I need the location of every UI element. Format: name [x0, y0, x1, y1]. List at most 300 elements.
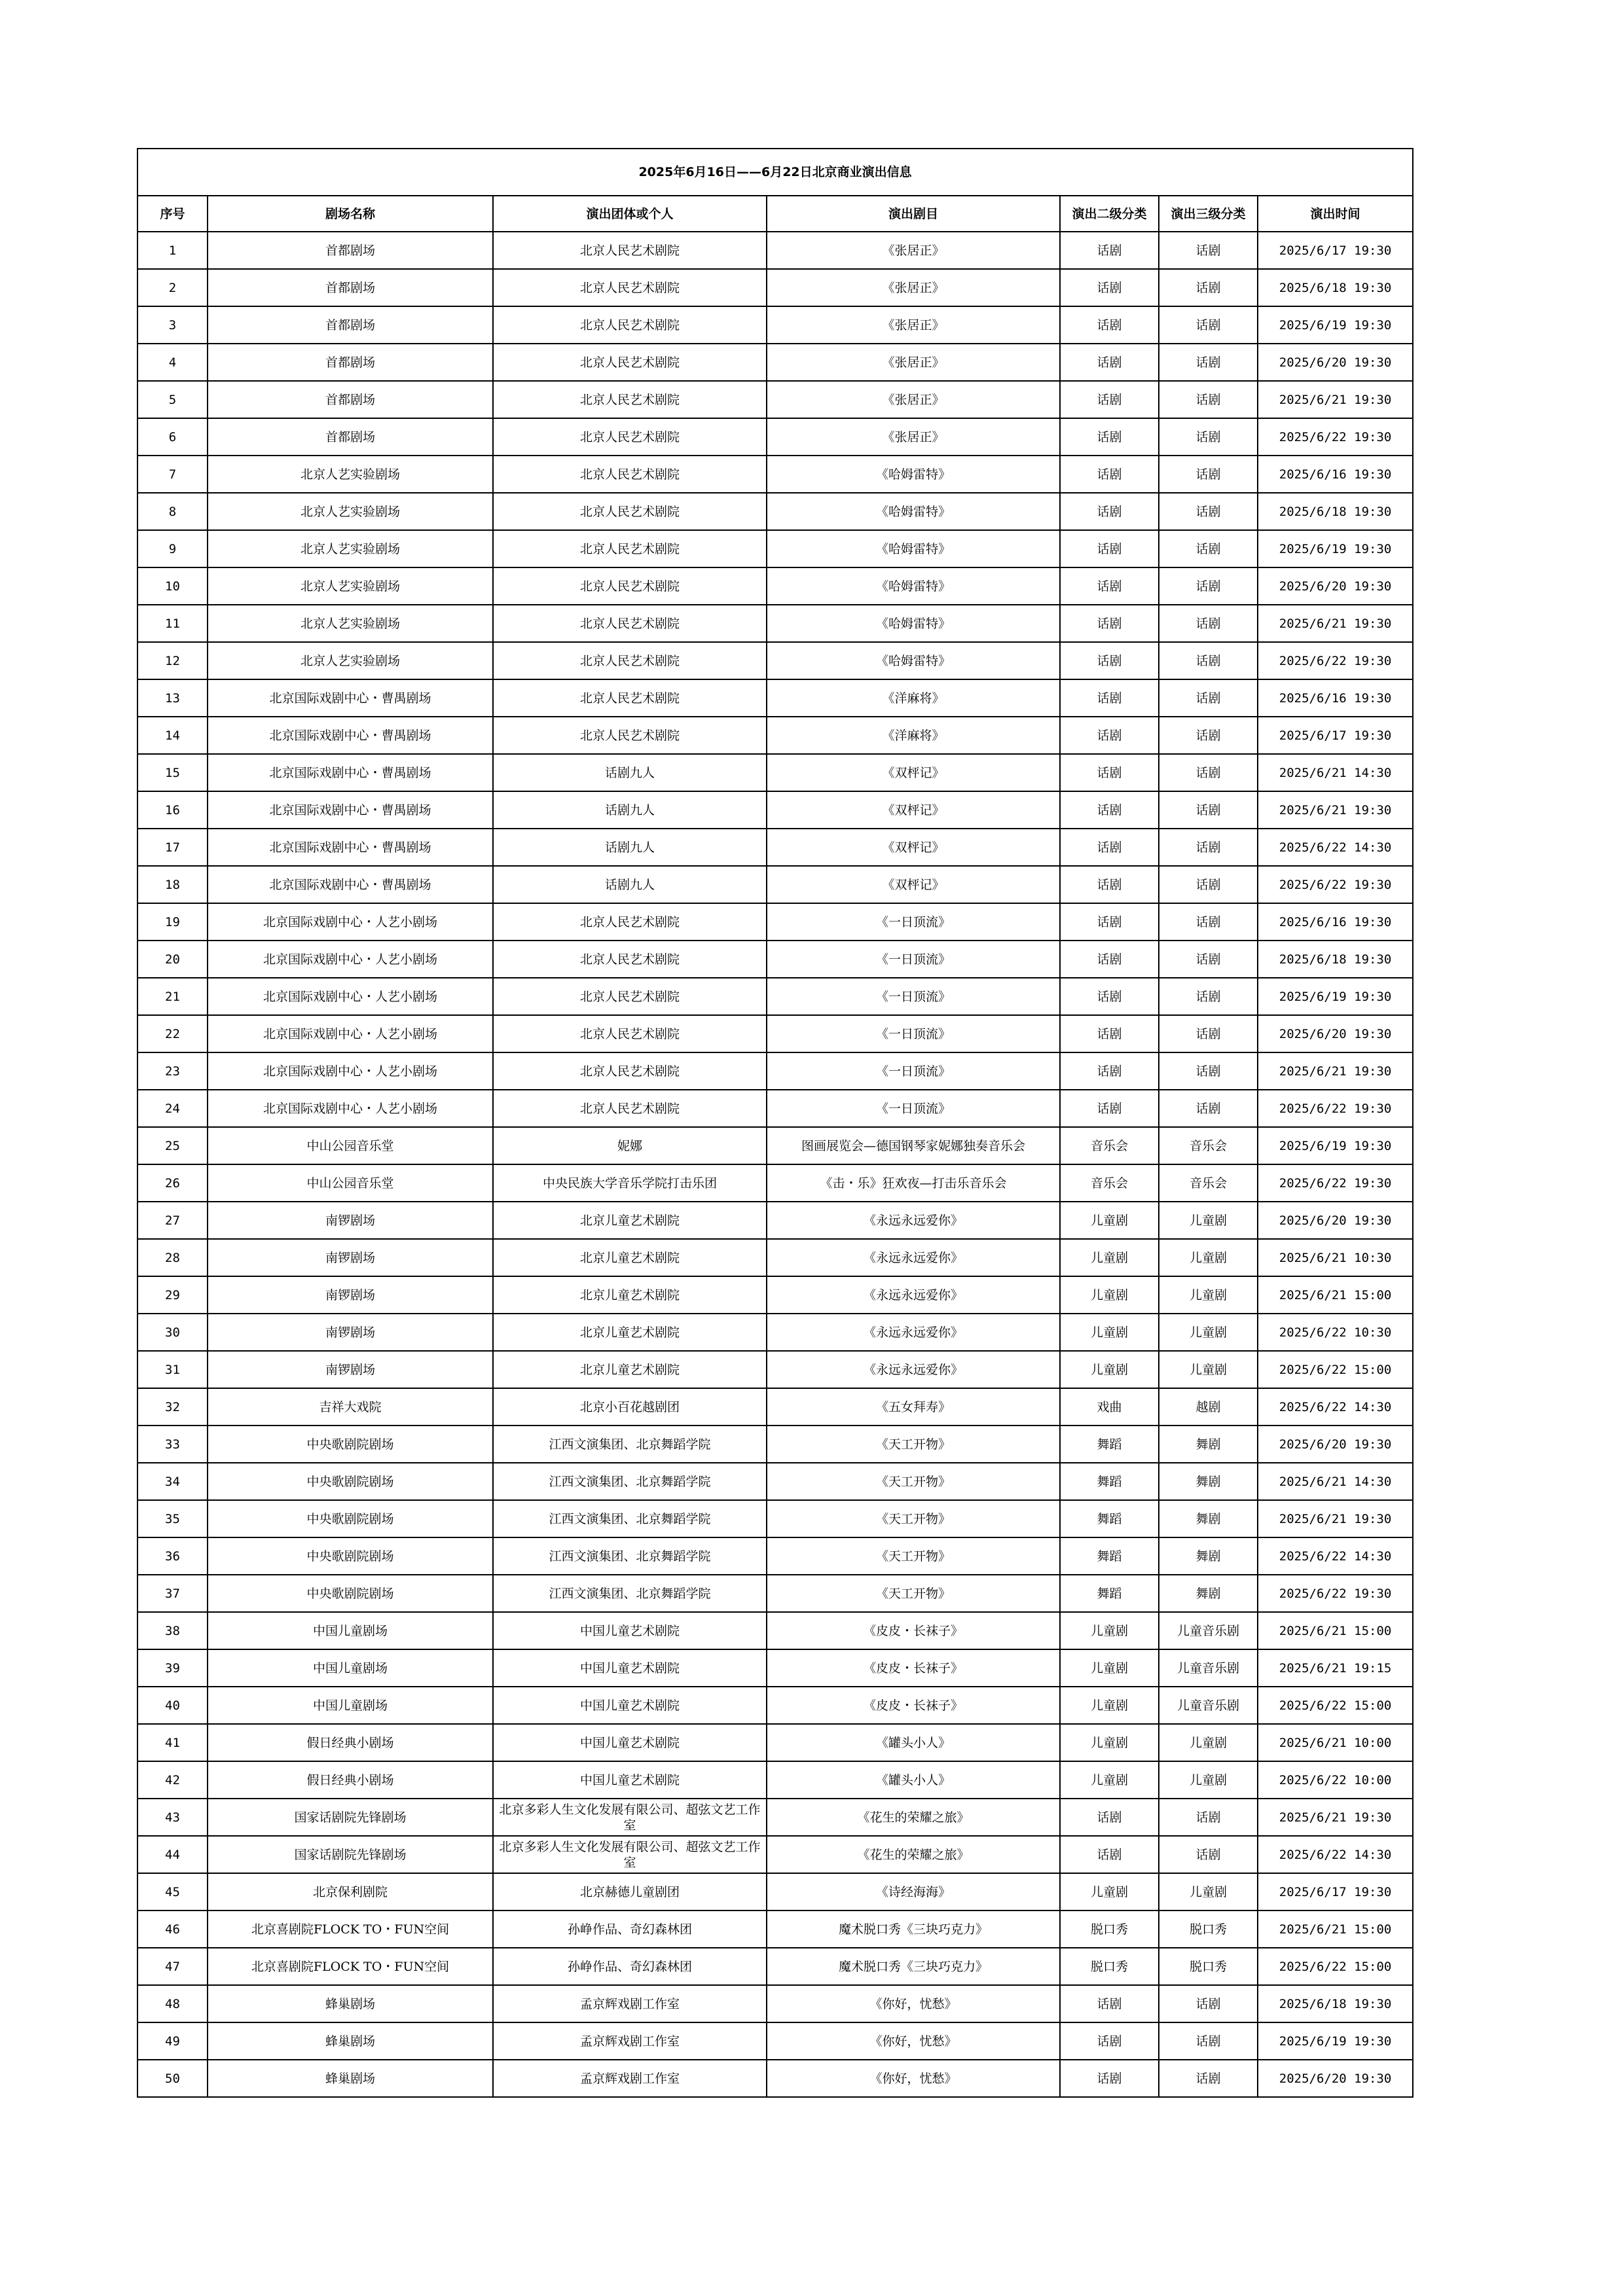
cell-performer: 北京人民艺术剧院: [493, 530, 767, 567]
cell-venue: 中国儿童剧场: [208, 1687, 493, 1724]
cell-performer: 北京人民艺术剧院: [493, 306, 767, 344]
cell-time: 2025/6/22 15:00: [1258, 1351, 1413, 1388]
cell-category-3: 儿童剧: [1159, 1761, 1258, 1799]
cell-category-3: 话剧: [1159, 1799, 1258, 1836]
cell-performer: 北京儿童艺术剧院: [493, 1351, 767, 1388]
cell-performer: 北京赫德儿童剧团: [493, 1873, 767, 1910]
cell-index: 23: [137, 1052, 208, 1090]
cell-time: 2025/6/22 19:30: [1258, 1575, 1413, 1612]
table-row: [137, 1351, 1413, 1388]
cell-performer: 北京人民艺术剧院: [493, 679, 767, 717]
table-row: [137, 978, 1413, 1015]
table-row: [137, 1799, 1413, 1836]
cell-category-3: 儿童音乐剧: [1159, 1649, 1258, 1687]
cell-program: 图画展览会—德国钢琴家妮娜独奏音乐会: [767, 1127, 1060, 1164]
cell-venue: 首都剧场: [208, 418, 493, 456]
cell-index: 16: [137, 791, 208, 829]
cell-performer: 中国儿童艺术剧院: [493, 1761, 767, 1799]
cell-program: 《双枰记》: [767, 791, 1060, 829]
table-row: [137, 1388, 1413, 1426]
cell-category-3: 话剧: [1159, 232, 1258, 269]
cell-program: 《张居正》: [767, 306, 1060, 344]
cell-category-2: 话剧: [1060, 2060, 1159, 2097]
cell-performer: 北京人民艺术剧院: [493, 269, 767, 306]
cell-category-3: 话剧: [1159, 829, 1258, 866]
cell-venue: 中山公园音乐堂: [208, 1164, 493, 1202]
cell-performer: 中央民族大学音乐学院打击乐团: [493, 1164, 767, 1202]
cell-index: 19: [137, 903, 208, 941]
cell-category-2: 话剧: [1060, 1985, 1159, 2022]
cell-performer: 北京人民艺术剧院: [493, 381, 767, 418]
table-row: [137, 1202, 1413, 1239]
table-row: [137, 232, 1413, 269]
cell-venue: 北京国际戏剧中心・人艺小剧场: [208, 1015, 493, 1052]
cell-program: 《哈姆雷特》: [767, 605, 1060, 642]
cell-category-2: 儿童剧: [1060, 1687, 1159, 1724]
cell-category-3: 越剧: [1159, 1388, 1258, 1426]
cell-program: 《一日顶流》: [767, 1015, 1060, 1052]
cell-category-3: 舞剧: [1159, 1575, 1258, 1612]
cell-time: 2025/6/16 19:30: [1258, 456, 1413, 493]
cell-category-2: 话剧: [1060, 493, 1159, 530]
cell-program: 《五女拜寿》: [767, 1388, 1060, 1426]
cell-index: 35: [137, 1500, 208, 1537]
cell-performer: 北京人民艺术剧院: [493, 456, 767, 493]
cell-time: 2025/6/22 14:30: [1258, 1836, 1413, 1873]
cell-venue: 中国儿童剧场: [208, 1649, 493, 1687]
cell-time: 2025/6/17 19:30: [1258, 717, 1413, 754]
cell-index: 26: [137, 1164, 208, 1202]
cell-venue: 首都剧场: [208, 381, 493, 418]
cell-time: 2025/6/19 19:30: [1258, 530, 1413, 567]
cell-performer: 北京人民艺术剧院: [493, 1090, 767, 1127]
cell-program: 《一日顶流》: [767, 1052, 1060, 1090]
cell-category-3: 话剧: [1159, 493, 1258, 530]
cell-program: 《张居正》: [767, 344, 1060, 381]
cell-venue: 北京国际戏剧中心・曹禺剧场: [208, 717, 493, 754]
cell-venue: 假日经典小剧场: [208, 1724, 493, 1761]
cell-program: 《双枰记》: [767, 754, 1060, 791]
cell-index: 45: [137, 1873, 208, 1910]
cell-venue: 北京保利剧院: [208, 1873, 493, 1910]
cell-index: 42: [137, 1761, 208, 1799]
table-row: [137, 456, 1413, 493]
cell-category-3: 话剧: [1159, 530, 1258, 567]
cell-category-3: 话剧: [1159, 1090, 1258, 1127]
cell-program: 《洋麻将》: [767, 717, 1060, 754]
cell-time: 2025/6/21 15:00: [1258, 1612, 1413, 1649]
cell-program: 《永远永远爱你》: [767, 1351, 1060, 1388]
cell-program: 《张居正》: [767, 232, 1060, 269]
cell-performer: 北京人民艺术剧院: [493, 1015, 767, 1052]
cell-program: 《你好，忧愁》: [767, 1985, 1060, 2022]
cell-program: 《一日顶流》: [767, 903, 1060, 941]
cell-category-3: 儿童剧: [1159, 1314, 1258, 1351]
table-row: [137, 1537, 1413, 1575]
cell-performer: 北京儿童艺术剧院: [493, 1239, 767, 1276]
cell-category-2: 话剧: [1060, 978, 1159, 1015]
table-row: [137, 306, 1413, 344]
cell-performer: 孟京辉戏剧工作室: [493, 2060, 767, 2097]
cell-index: 49: [137, 2022, 208, 2060]
cell-category-2: 话剧: [1060, 1799, 1159, 1836]
cell-program: 《永远永远爱你》: [767, 1276, 1060, 1314]
cell-index: 44: [137, 1836, 208, 1873]
cell-index: 33: [137, 1426, 208, 1463]
cell-venue: 假日经典小剧场: [208, 1761, 493, 1799]
cell-venue: 首都剧场: [208, 306, 493, 344]
cell-time: 2025/6/16 19:30: [1258, 679, 1413, 717]
table-row: [137, 1687, 1413, 1724]
header-index: 序号: [137, 196, 208, 232]
cell-time: 2025/6/20 19:30: [1258, 567, 1413, 605]
table-row: [137, 1463, 1413, 1500]
cell-program: 《击・乐》狂欢夜—打击乐音乐会: [767, 1164, 1060, 1202]
cell-performer: 北京人民艺术剧院: [493, 903, 767, 941]
cell-performer: 北京人民艺术剧院: [493, 605, 767, 642]
cell-time: 2025/6/21 19:15: [1258, 1649, 1413, 1687]
cell-index: 32: [137, 1388, 208, 1426]
cell-venue: 北京国际戏剧中心・人艺小剧场: [208, 1052, 493, 1090]
table-row: [137, 679, 1413, 717]
cell-venue: 国家话剧院先锋剧场: [208, 1799, 493, 1836]
cell-performer: 中国儿童艺术剧院: [493, 1724, 767, 1761]
table-row: [137, 1985, 1413, 2022]
table-row: [137, 605, 1413, 642]
cell-venue: 北京国际戏剧中心・人艺小剧场: [208, 941, 493, 978]
cell-index: 4: [137, 344, 208, 381]
cell-program: 《双枰记》: [767, 866, 1060, 903]
cell-category-2: 儿童剧: [1060, 1276, 1159, 1314]
performance-schedule-sheet: [137, 148, 1412, 2098]
performance-table: [137, 148, 1413, 2098]
cell-time: 2025/6/18 19:30: [1258, 493, 1413, 530]
cell-index: 37: [137, 1575, 208, 1612]
cell-index: 34: [137, 1463, 208, 1500]
cell-venue: 中国儿童剧场: [208, 1612, 493, 1649]
cell-performer: 北京人民艺术剧院: [493, 1052, 767, 1090]
cell-performer: 话剧九人: [493, 791, 767, 829]
cell-category-2: 舞蹈: [1060, 1575, 1159, 1612]
cell-program: 《永远永远爱你》: [767, 1314, 1060, 1351]
cell-program: 《天工开物》: [767, 1500, 1060, 1537]
cell-program: 《一日顶流》: [767, 941, 1060, 978]
table-row: [137, 1426, 1413, 1463]
cell-venue: 中央歌剧院剧场: [208, 1426, 493, 1463]
cell-time: 2025/6/20 19:30: [1258, 1202, 1413, 1239]
cell-performer: 北京人民艺术剧院: [493, 642, 767, 679]
cell-performer: 北京人民艺术剧院: [493, 232, 767, 269]
cell-category-3: 话剧: [1159, 1985, 1258, 2022]
table-row: [137, 941, 1413, 978]
cell-program: 《皮皮・长袜子》: [767, 1649, 1060, 1687]
cell-performer: 孙峥作品、奇幻森林团: [493, 1948, 767, 1985]
cell-program: 《花生的荣耀之旅》: [767, 1836, 1060, 1873]
cell-index: 25: [137, 1127, 208, 1164]
cell-performer: 北京儿童艺术剧院: [493, 1276, 767, 1314]
cell-performer: 北京人民艺术剧院: [493, 941, 767, 978]
cell-category-2: 儿童剧: [1060, 1202, 1159, 1239]
cell-category-2: 话剧: [1060, 344, 1159, 381]
cell-category-2: 话剧: [1060, 754, 1159, 791]
cell-time: 2025/6/20 19:30: [1258, 2060, 1413, 2097]
table-row: [137, 1724, 1413, 1761]
cell-time: 2025/6/16 19:30: [1258, 903, 1413, 941]
cell-venue: 首都剧场: [208, 232, 493, 269]
cell-time: 2025/6/18 19:30: [1258, 1985, 1413, 2022]
cell-category-3: 儿童音乐剧: [1159, 1612, 1258, 1649]
cell-program: 《一日顶流》: [767, 978, 1060, 1015]
cell-time: 2025/6/21 10:00: [1258, 1724, 1413, 1761]
cell-time: 2025/6/22 15:00: [1258, 1687, 1413, 1724]
cell-category-2: 儿童剧: [1060, 1239, 1159, 1276]
table-row: [137, 829, 1413, 866]
cell-index: 3: [137, 306, 208, 344]
cell-performer: 北京人民艺术剧院: [493, 978, 767, 1015]
cell-index: 38: [137, 1612, 208, 1649]
cell-time: 2025/6/19 19:30: [1258, 2022, 1413, 2060]
cell-performer: 妮娜: [493, 1127, 767, 1164]
cell-venue: 南锣剧场: [208, 1276, 493, 1314]
cell-index: 40: [137, 1687, 208, 1724]
cell-time: 2025/6/21 15:00: [1258, 1910, 1413, 1948]
cell-venue: 北京国际戏剧中心・曹禺剧场: [208, 791, 493, 829]
cell-index: 14: [137, 717, 208, 754]
cell-program: 《天工开物》: [767, 1575, 1060, 1612]
cell-time: 2025/6/18 19:30: [1258, 269, 1413, 306]
table-row: [137, 2022, 1413, 2060]
cell-venue: 首都剧场: [208, 269, 493, 306]
cell-index: 28: [137, 1239, 208, 1276]
cell-time: 2025/6/21 15:00: [1258, 1276, 1413, 1314]
cell-index: 7: [137, 456, 208, 493]
cell-category-2: 话剧: [1060, 269, 1159, 306]
cell-category-2: 舞蹈: [1060, 1426, 1159, 1463]
header-time: 演出时间: [1258, 196, 1413, 232]
table-row: [137, 381, 1413, 418]
cell-index: 31: [137, 1351, 208, 1388]
cell-category-3: 音乐会: [1159, 1127, 1258, 1164]
cell-category-3: 话剧: [1159, 978, 1258, 1015]
cell-time: 2025/6/21 14:30: [1258, 754, 1413, 791]
cell-venue: 中央歌剧院剧场: [208, 1463, 493, 1500]
cell-category-3: 话剧: [1159, 791, 1258, 829]
cell-performer: 江西文演集团、北京舞蹈学院: [493, 1537, 767, 1575]
cell-venue: 北京国际戏剧中心・曹禺剧场: [208, 829, 493, 866]
table-row: [137, 1761, 1413, 1799]
table-row: [137, 567, 1413, 605]
header-program: 演出剧目: [767, 196, 1060, 232]
cell-index: 11: [137, 605, 208, 642]
cell-venue: 北京国际戏剧中心・人艺小剧场: [208, 978, 493, 1015]
cell-category-2: 儿童剧: [1060, 1351, 1159, 1388]
cell-category-2: 脱口秀: [1060, 1910, 1159, 1948]
cell-venue: 蜂巢剧场: [208, 1985, 493, 2022]
cell-index: 2: [137, 269, 208, 306]
cell-category-3: 话剧: [1159, 269, 1258, 306]
cell-time: 2025/6/19 19:30: [1258, 978, 1413, 1015]
header-category-3: 演出三级分类: [1159, 196, 1258, 232]
cell-category-3: 话剧: [1159, 903, 1258, 941]
cell-category-3: 话剧: [1159, 2060, 1258, 2097]
cell-venue: 北京国际戏剧中心・曹禺剧场: [208, 866, 493, 903]
cell-category-3: 音乐会: [1159, 1164, 1258, 1202]
cell-index: 21: [137, 978, 208, 1015]
cell-category-3: 舞剧: [1159, 1426, 1258, 1463]
cell-category-3: 话剧: [1159, 642, 1258, 679]
cell-category-3: 话剧: [1159, 717, 1258, 754]
cell-venue: 北京喜剧院FLOCK TO・FUN空间: [208, 1948, 493, 1985]
cell-category-2: 音乐会: [1060, 1164, 1159, 1202]
cell-venue: 首都剧场: [208, 344, 493, 381]
cell-index: 29: [137, 1276, 208, 1314]
cell-category-2: 话剧: [1060, 1836, 1159, 1873]
cell-venue: 北京国际戏剧中心・曹禺剧场: [208, 754, 493, 791]
cell-index: 39: [137, 1649, 208, 1687]
cell-venue: 北京人艺实验剧场: [208, 605, 493, 642]
cell-category-3: 话剧: [1159, 1836, 1258, 1873]
cell-venue: 吉祥大戏院: [208, 1388, 493, 1426]
cell-category-3: 舞剧: [1159, 1500, 1258, 1537]
table-row: [137, 1612, 1413, 1649]
cell-category-3: 脱口秀: [1159, 1910, 1258, 1948]
cell-time: 2025/6/22 19:30: [1258, 1090, 1413, 1127]
cell-venue: 南锣剧场: [208, 1202, 493, 1239]
table-row: [137, 754, 1413, 791]
cell-program: 《花生的荣耀之旅》: [767, 1799, 1060, 1836]
cell-category-2: 话剧: [1060, 791, 1159, 829]
cell-performer: 北京儿童艺术剧院: [493, 1314, 767, 1351]
cell-venue: 北京国际戏剧中心・人艺小剧场: [208, 1090, 493, 1127]
cell-index: 50: [137, 2060, 208, 2097]
header-venue: 剧场名称: [208, 196, 493, 232]
table-row: [137, 1127, 1413, 1164]
cell-performer: 江西文演集团、北京舞蹈学院: [493, 1463, 767, 1500]
table-row: [137, 1836, 1413, 1873]
cell-venue: 南锣剧场: [208, 1314, 493, 1351]
cell-category-2: 话剧: [1060, 717, 1159, 754]
table-row: [137, 1873, 1413, 1910]
cell-venue: 中央歌剧院剧场: [208, 1537, 493, 1575]
cell-index: 18: [137, 866, 208, 903]
table-row: [137, 344, 1413, 381]
cell-performer: 中国儿童艺术剧院: [493, 1612, 767, 1649]
cell-program: 魔术脱口秀《三块巧克力》: [767, 1948, 1060, 1985]
cell-category-2: 话剧: [1060, 232, 1159, 269]
cell-category-2: 话剧: [1060, 418, 1159, 456]
cell-category-3: 话剧: [1159, 1052, 1258, 1090]
cell-venue: 北京喜剧院FLOCK TO・FUN空间: [208, 1910, 493, 1948]
cell-category-2: 舞蹈: [1060, 1500, 1159, 1537]
cell-category-3: 话剧: [1159, 418, 1258, 456]
table-row: [137, 1910, 1413, 1948]
cell-venue: 蜂巢剧场: [208, 2060, 493, 2097]
cell-program: 《罐头小人》: [767, 1761, 1060, 1799]
cell-performer: 江西文演集团、北京舞蹈学院: [493, 1575, 767, 1612]
cell-category-3: 话剧: [1159, 605, 1258, 642]
cell-category-3: 儿童剧: [1159, 1276, 1258, 1314]
header-category-2: 演出二级分类: [1060, 196, 1159, 232]
cell-category-2: 舞蹈: [1060, 1463, 1159, 1500]
cell-performer: 话剧九人: [493, 754, 767, 791]
cell-venue: 南锣剧场: [208, 1239, 493, 1276]
table-row: [137, 1164, 1413, 1202]
cell-performer: 江西文演集团、北京舞蹈学院: [493, 1500, 767, 1537]
cell-program: 魔术脱口秀《三块巧克力》: [767, 1910, 1060, 1948]
cell-index: 41: [137, 1724, 208, 1761]
cell-index: 47: [137, 1948, 208, 1985]
cell-program: 《哈姆雷特》: [767, 642, 1060, 679]
cell-performer: 北京人民艺术剧院: [493, 717, 767, 754]
cell-category-3: 话剧: [1159, 866, 1258, 903]
cell-venue: 北京国际戏剧中心・人艺小剧场: [208, 903, 493, 941]
cell-performer: 北京儿童艺术剧院: [493, 1202, 767, 1239]
table-row: [137, 1948, 1413, 1985]
cell-time: 2025/6/22 10:30: [1258, 1314, 1413, 1351]
cell-category-2: 话剧: [1060, 903, 1159, 941]
table-row: [137, 1314, 1413, 1351]
cell-category-3: 话剧: [1159, 754, 1258, 791]
cell-index: 12: [137, 642, 208, 679]
cell-index: 20: [137, 941, 208, 978]
cell-category-2: 儿童剧: [1060, 1761, 1159, 1799]
cell-venue: 北京人艺实验剧场: [208, 456, 493, 493]
cell-category-2: 话剧: [1060, 2022, 1159, 2060]
cell-category-3: 话剧: [1159, 456, 1258, 493]
cell-performer: 孟京辉戏剧工作室: [493, 2022, 767, 2060]
cell-index: 5: [137, 381, 208, 418]
cell-index: 13: [137, 679, 208, 717]
cell-category-3: 话剧: [1159, 306, 1258, 344]
cell-time: 2025/6/22 19:30: [1258, 866, 1413, 903]
cell-index: 22: [137, 1015, 208, 1052]
cell-program: 《你好，忧愁》: [767, 2022, 1060, 2060]
cell-time: 2025/6/22 15:00: [1258, 1948, 1413, 1985]
cell-time: 2025/6/20 19:30: [1258, 1426, 1413, 1463]
cell-category-2: 话剧: [1060, 642, 1159, 679]
cell-index: 9: [137, 530, 208, 567]
cell-performer: 话剧九人: [493, 829, 767, 866]
table-row: [137, 642, 1413, 679]
cell-category-2: 话剧: [1060, 530, 1159, 567]
cell-index: 36: [137, 1537, 208, 1575]
cell-category-2: 话剧: [1060, 605, 1159, 642]
table-row: [137, 1052, 1413, 1090]
cell-index: 46: [137, 1910, 208, 1948]
cell-time: 2025/6/21 19:30: [1258, 605, 1413, 642]
table-row: [137, 1239, 1413, 1276]
cell-time: 2025/6/19 19:30: [1258, 306, 1413, 344]
cell-category-2: 音乐会: [1060, 1127, 1159, 1164]
cell-index: 43: [137, 1799, 208, 1836]
cell-program: 《张居正》: [767, 418, 1060, 456]
cell-category-3: 儿童剧: [1159, 1239, 1258, 1276]
table-row: [137, 493, 1413, 530]
cell-program: 《双枰记》: [767, 829, 1060, 866]
cell-category-2: 话剧: [1060, 1015, 1159, 1052]
header-performer: 演出团体或个人: [493, 196, 767, 232]
cell-performer: 北京人民艺术剧院: [493, 567, 767, 605]
cell-time: 2025/6/21 19:30: [1258, 1052, 1413, 1090]
cell-performer: 北京人民艺术剧院: [493, 344, 767, 381]
cell-time: 2025/6/21 14:30: [1258, 1463, 1413, 1500]
cell-category-3: 话剧: [1159, 2022, 1258, 2060]
cell-venue: 南锣剧场: [208, 1351, 493, 1388]
cell-category-2: 儿童剧: [1060, 1314, 1159, 1351]
cell-performer: 孙峥作品、奇幻森林团: [493, 1910, 767, 1948]
cell-category-2: 话剧: [1060, 679, 1159, 717]
cell-category-2: 话剧: [1060, 567, 1159, 605]
